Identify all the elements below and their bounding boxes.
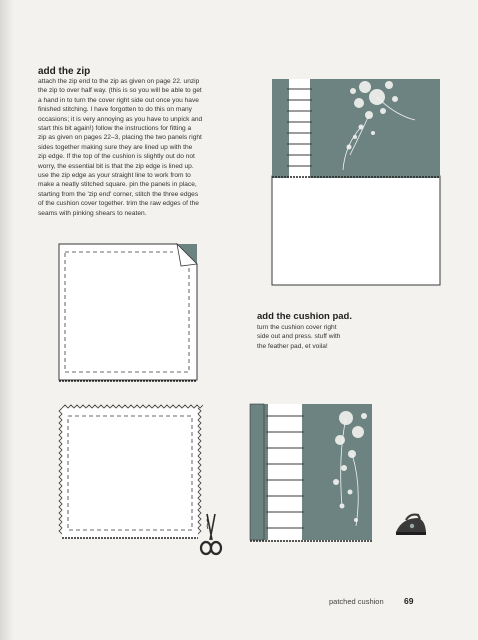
scissors-icon xyxy=(198,512,224,558)
text-line: the zip to over half way. (this is so you will be able to get xyxy=(38,87,202,95)
paragraph-add-the-zip xyxy=(38,77,263,218)
illustration-zip-panels xyxy=(265,75,445,295)
text-line: seams with pinking shears to neaten. xyxy=(38,209,147,217)
zip-stripe-column xyxy=(268,404,302,540)
footer-chapter-title: patched cushion xyxy=(329,597,384,606)
illustration-finished-cushion xyxy=(246,396,376,546)
text-line: make a neatly stitched square. pin the panels in place, xyxy=(38,181,197,189)
text-line: finished stitching. I have forgotten to do this on many xyxy=(38,106,192,114)
square-outline xyxy=(59,244,197,380)
text-line: the feather pad, et voila! xyxy=(257,342,328,350)
text-line: worry, the essential bit is that the zip edge is lined up. xyxy=(38,162,194,170)
back-panel-outline xyxy=(272,176,440,285)
illustration-pinked-square xyxy=(58,404,203,544)
heading-add-the-cushion-pad: add the cushion pad. xyxy=(257,311,353,322)
pinked-square-fill xyxy=(62,408,198,538)
pinked-edge-left xyxy=(59,408,62,534)
text-line: side out and press. stuff with xyxy=(257,333,341,341)
text-line: start this bit again!) follow the instructions for fitting a xyxy=(38,125,192,133)
text-line: zip edge. If the top of the cushion is slightly out do not xyxy=(38,153,195,161)
footer-page-number: 69 xyxy=(404,596,414,606)
text-line: sides together making sure they are lined up with the xyxy=(38,143,193,151)
text-line: of the cushion cover together. trim the raw edges of the xyxy=(38,200,199,208)
text-line: attach the zip end to the zip as given on page 22. unzip xyxy=(38,78,200,85)
pinked-edge-top xyxy=(62,405,203,408)
side-panel xyxy=(250,404,264,540)
zip-stripe-column xyxy=(289,79,310,178)
text-line: use the zip edge as your straight line to work from to xyxy=(38,172,191,180)
text-line: turn the cushion cover right xyxy=(257,324,337,331)
text-line: a hand in to turn the cover right side out once you have xyxy=(38,96,199,104)
text-line: zip as given on pages 22–3, placing the two panels right xyxy=(38,134,202,142)
text-line: occasions; it is very annoying as you have to unpick and xyxy=(38,115,203,123)
text-line: starting from the 'zip end' corner, stitch the three edges xyxy=(38,190,199,198)
illustration-stitched-square xyxy=(55,240,205,385)
iron-icon xyxy=(394,512,428,538)
page-gutter-shadow xyxy=(0,0,14,640)
heading-add-the-zip: add the zip xyxy=(38,66,91,77)
paragraph-add-the-cushion-pad xyxy=(257,323,417,351)
